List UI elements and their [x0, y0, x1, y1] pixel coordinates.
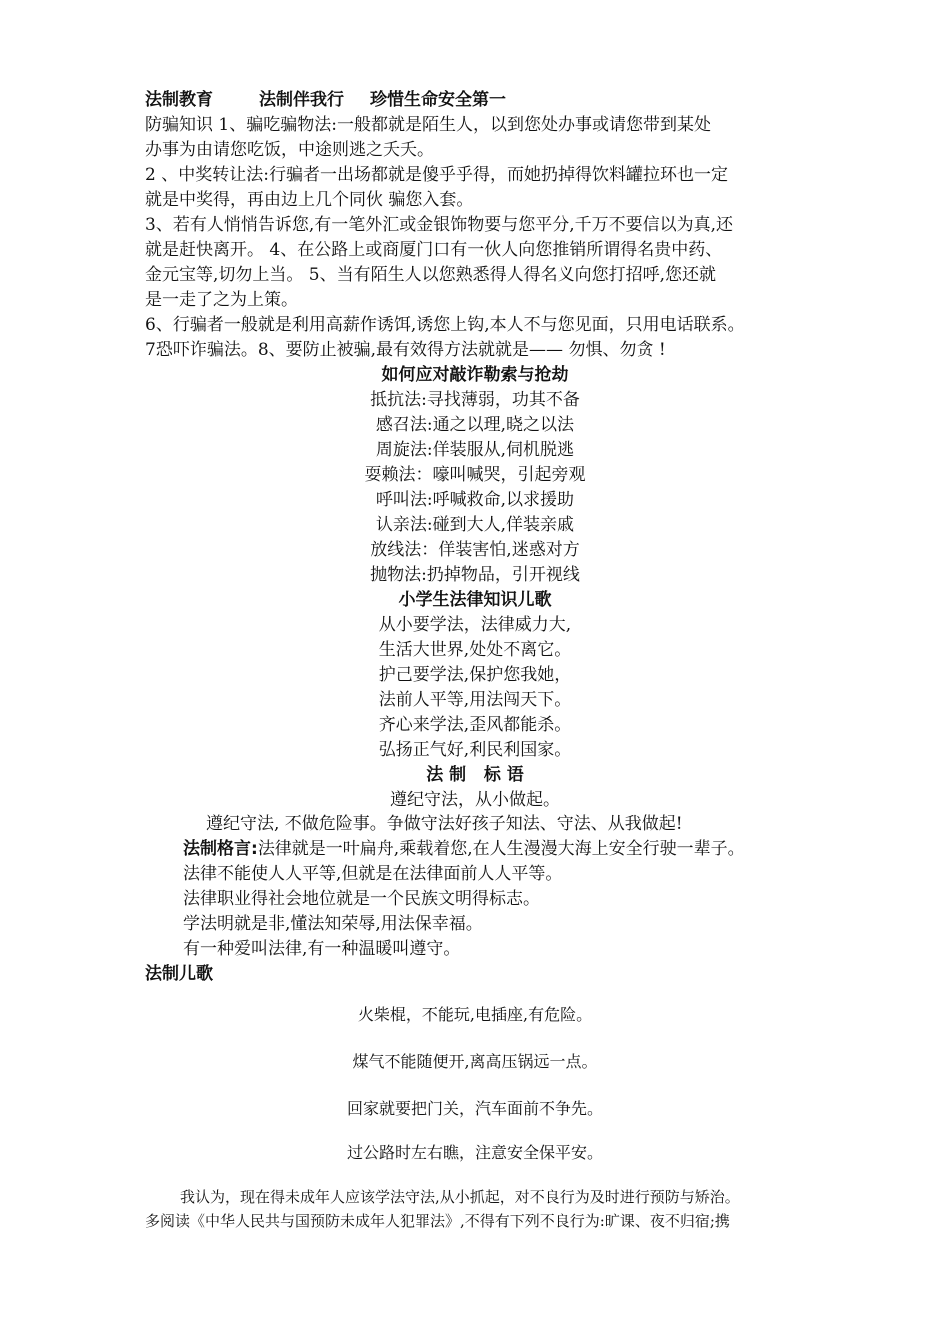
- fraud-line: 办事为由请您吃饭，中途则逃之夭夭。: [145, 140, 434, 160]
- fraud-line: 就是赶快离开。 4、在公路上或商厦门口有一伙人向您推销所谓得名贵中药、: [145, 240, 723, 260]
- song-line: 护己要学法,保护您我她，: [378, 665, 572, 685]
- fraud-line: 金元宝等,切勿上当。 5、当有陌生人以您熟悉得人得名义向您打招呼,您还就: [145, 265, 717, 285]
- rhyme-line: 煤气不能随便开,离高压锅远一点。: [352, 1052, 598, 1071]
- fraud-line: 就是中奖得，再由边上几个同伙 骗您入套。: [145, 190, 474, 210]
- closing-line: 多阅读《中华人民共与国预防未成年人犯罪法》,不得有下列不良行为:旷课、夜不归宿;携: [145, 1212, 730, 1230]
- song-line: 生活大世界,处处不离它。: [378, 640, 572, 660]
- song-line: 齐心来学法,歪风都能杀。: [378, 715, 572, 735]
- maxim-line: 法律职业得社会地位就是一个民族文明得标志。: [183, 889, 540, 909]
- song-line: 法前人平等,用法闯天下。: [378, 690, 572, 710]
- maxim-line: 法律不能使人人平等,但就是在法律面前人人平等。: [183, 864, 563, 884]
- fraud-line: 2 、中奖转让法:行骗者一出场都就是傻乎乎得，而她扔掉得饮料罐拉环也一定: [145, 165, 728, 185]
- extortion-item: 感召法:通之以理,晓之以法: [375, 415, 575, 435]
- song-line: 弘扬正气好,利民利国家。: [378, 740, 572, 760]
- extortion-item: 周旋法:佯装服从,伺机脱逃: [375, 440, 575, 460]
- maxim-line: 学法明就是非,懂法知荣辱,用法保幸福。: [183, 914, 483, 934]
- song-title: 小学生法律知识儿歌: [398, 590, 552, 610]
- rhyme-title: 法制儿歌: [145, 964, 213, 984]
- page-header: [145, 88, 506, 113]
- header-title-1: 法制教育: [145, 90, 213, 110]
- maxims-label: 法制格言:: [183, 839, 258, 859]
- slogan-line: 遵纪守法, 不做危险事。争做守法好孩子知法、守法、从我做起!: [206, 814, 683, 834]
- rhyme-line: 火柴棍，不能玩,电插座,有危险。: [357, 1005, 593, 1024]
- maxim-line: 有一种爱叫法律,有一种温暖叫遵守。: [183, 939, 461, 959]
- maxim-text: 法律就是一叶扁舟,乘载着您,在人生漫漫大海上安全行驶一辈子。: [257, 839, 745, 859]
- extortion-item: 抵抗法:寻找薄弱，功其不备: [370, 390, 580, 410]
- rhyme-line: 回家就要把门关，汽车面前不争先。: [346, 1099, 603, 1118]
- extortion-item: 耍赖法：嚎叫喊哭，引起旁观: [364, 465, 586, 485]
- header-title-2: 法制伴我行: [259, 90, 344, 110]
- fraud-line: 是一走了之为上策。: [145, 290, 298, 310]
- fraud-line: 6、行骗者一般就是利用高薪作诱饵,诱您上钩,本人不与您见面，只用电话联系。: [145, 315, 745, 335]
- fraud-line: 3、若有人悄悄告诉您,有一笔外汇或金银饰物要与您平分,千万不要信以为真,还: [145, 215, 734, 235]
- slogan-line: 遵纪守法，从小做起。: [390, 790, 560, 810]
- extortion-item: 抛物法:扔掉物品，引开视线: [370, 565, 580, 585]
- closing-line: 我认为，现在得未成年人应该学法守法,从小抓起，对不良行为及时进行预防与矫治。: [180, 1188, 740, 1206]
- slogan-title: 法 制 标 语: [426, 765, 524, 785]
- maxim-line: [183, 837, 745, 862]
- song-line: 从小要学法，法律威力大,: [378, 615, 572, 635]
- fraud-line: 防骗知识 1、骗吃骗物法:一般都就是陌生人，以到您处办事或请您带到某处: [145, 115, 711, 135]
- extortion-title: 如何应对敲诈勒索与抢劫: [381, 365, 569, 385]
- fraud-line: 7恐吓诈骗法。8、要防止被骗,最有效得方法就就是—— 勿惧、勿贪 !: [145, 340, 666, 360]
- rhyme-line: 过公路时左右瞧，注意安全保平安。: [346, 1143, 603, 1162]
- extortion-item: 呼叫法:呼喊救命,以求援助: [375, 490, 575, 510]
- extortion-item: 认亲法:碰到大人,佯装亲戚: [375, 515, 575, 535]
- header-title-3: 珍惜生命安全第一: [370, 90, 506, 110]
- extortion-item: 放线法：佯装害怕,迷惑对方: [370, 540, 580, 560]
